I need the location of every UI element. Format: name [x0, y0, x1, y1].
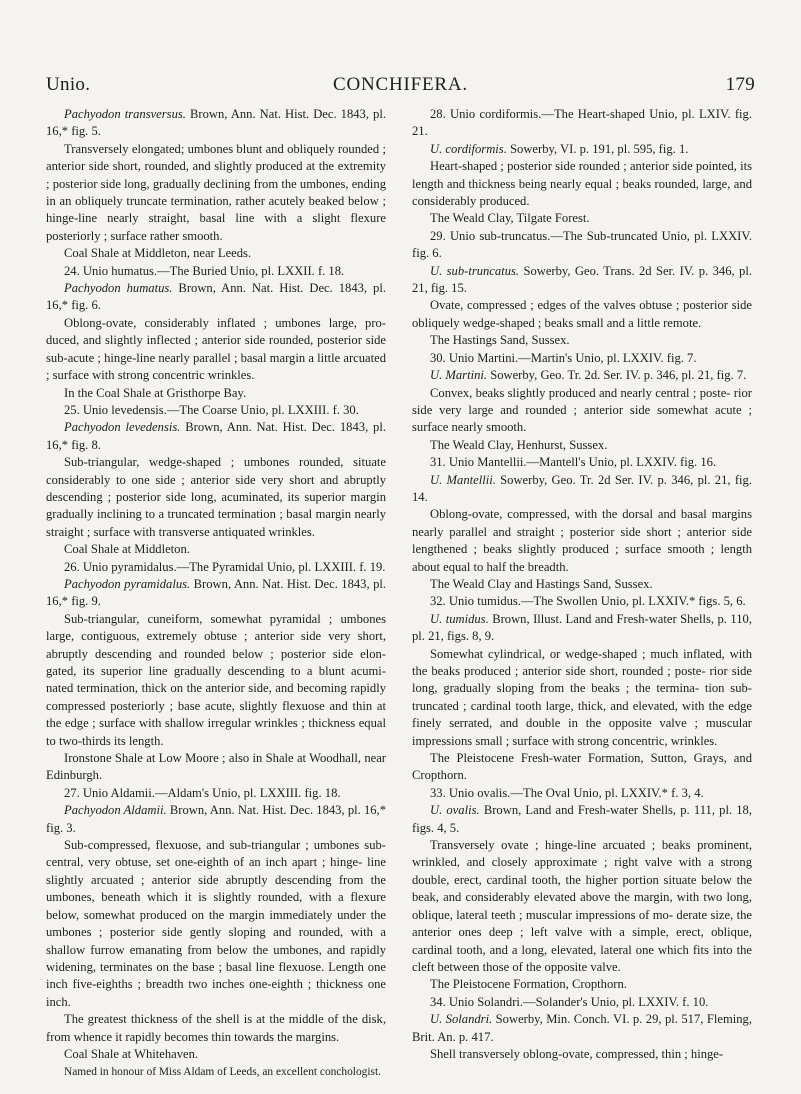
synonym-citation: [46, 280, 386, 315]
paragraph: The Hastings Sand, Sussex.: [430, 333, 570, 348]
paragraph: Coal Shale at Middleton, near Leeds.: [64, 246, 252, 261]
synonym-name: Pachyodon levedensis.: [64, 420, 181, 435]
synonym-citation: [46, 576, 386, 611]
paragraph: Transversely ovate ; hinge-line arcuated ; beaks prominent, wrinkled, and closely approximate ; right valve with a strong double, erect, cardinal tooth, the higher portion situate below the beak, and considerably elevated above the margin, with two long, oblique, lateral teeth ; muscular impressions of mo- derate size, the anterior ones deep ; left valve with a simple, erect, oblique, cardinal tooth, and a long, elevated, lateral one which fits into the cleft between those of the opposite valve.: [412, 838, 752, 974]
paragraph: 24. Unio humatus.—The Buried Unio, pl. LXXII. f. 18.: [64, 263, 345, 278]
paragraph: Coal Shale at Whitehaven.: [64, 1046, 199, 1061]
synonym-name: Pachyodon transversus.: [64, 107, 186, 121]
synonym-name: U. cordiformis.: [430, 141, 507, 156]
paragraph: Transversely elongated; umbones blunt and obliquely rounded ; anterior side short, rounded, and slightly produced at the extremity ; posterior side long, gradually declining from the umbones, ending in an obliquely truncate termination, rather acutely beaked below ; hinge-line nearly straight, basal line with a slight flexure posteriorly ; surface rather smooth.: [46, 141, 386, 243]
paragraph: Convex, beaks slightly produced and nearly central ; poste- rior side very large and rounded ; anterior side somewhat acute ; surface nearly smooth.: [412, 385, 752, 435]
synonym-citation: [46, 419, 386, 454]
synonym-name: Pachyodon humatus.: [64, 281, 173, 296]
right-column: [412, 106, 752, 1063]
synonym-citation: [412, 1011, 752, 1046]
paragraph: Oblong-ovate, considerably inflated ; umbones large, pro- duced, and slightly inflected ; anterior side rounded, posterior side sub-acute ; hinge-line nearly parallel ; basal margin a little arcuated ; surface with strong concentric wrinkles.: [46, 315, 386, 383]
synonym-citation: [412, 263, 752, 298]
synonym-citation: [412, 141, 752, 158]
citation-reference: Brown, Ann. Nat. Hist. Dec. 1843, pl. 16,* fig. 6.: [46, 281, 386, 313]
citation-reference: Brown, Ann. Nat. Hist. Dec. 1843, pl. 16,* fig. 9.: [46, 576, 387, 609]
paragraph: The Weald Clay, Henhurst, Sussex.: [430, 437, 608, 452]
paragraph: 32. Unio tumidus.—The Swollen Unio, pl. LXXIV.* figs. 5, 6.: [430, 594, 746, 609]
paragraph: In the Coal Shale at Gristhorpe Bay.: [64, 385, 247, 400]
paragraph: Ironstone Shale at Low Moore ; also in Shale at Woodhall, near Edinburgh.: [46, 751, 386, 783]
citation-reference: Sowerby, Geo. Tr. 2d. Ser. IV. p. 346, pl. 21, fig. 7.: [490, 368, 747, 383]
paragraph: The Weald Clay and Hastings Sand, Sussex.: [430, 576, 653, 591]
paragraph: 29. Unio sub-truncatus.—The Sub-truncated Unio, pl. LXXIV. fig. 6.: [412, 228, 752, 261]
synonym-name: U. Martini.: [430, 368, 488, 383]
paragraph: Coal Shale at Middleton.: [64, 542, 190, 557]
paragraph: 34. Unio Solandri.—Solander's Unio, pl. LXXIV. f. 10.: [430, 994, 709, 1009]
paragraph: 28. Unio cordiformis.—The Heart-shaped Unio, pl. LXIV. fig. 21.: [412, 107, 752, 139]
synonym-name: U. ovalis.: [430, 803, 480, 818]
citation-reference: Sowerby, Min. Conch. VI. p. 29, pl. 517, Fleming, Brit. An. p. 417.: [412, 1012, 752, 1044]
page-number: 179: [725, 74, 755, 95]
paragraph: Somewhat cylindrical, or wedge-shaped ; much inflated, with the beaks produced ; anterior side short, rounded ; poste- rior side long, gradually sloping from the beaks ; the termina- tion sub-truncated ; cardinal tooth large, thick, and elevated, with the edge finely serrated, and double in the opposite valve ; muscular impressions small ; surface with strong concentric, wrinkles.: [412, 646, 752, 748]
citation-reference: Brown, Ann. Nat. Hist. Dec. 1843, pl. 16,* fig. 8.: [46, 420, 386, 452]
paragraph: The Weald Clay, Tilgate Forest.: [430, 211, 590, 226]
paragraph: Shell transversely oblong-ovate, compressed, thin ; hinge-: [430, 1046, 724, 1061]
paragraph: 31. Unio Mantellii.—Mantell's Unio, pl. LXXIV. fig. 16.: [430, 455, 717, 470]
synonym-citation: [412, 802, 752, 837]
paragraph: 33. Unio ovalis.—The Oval Unio, pl. LXXIV.* f. 3, 4.: [430, 785, 704, 800]
paragraph: Oblong-ovate, compressed, with the dorsal and basal margins nearly parallel and straight ; posterior side short ; anterior side lengthened ; beaks slightly produced ; surface smooth ; length about equal to half the breadth.: [412, 507, 752, 574]
synonym-citation: [412, 611, 752, 646]
header-genus: Unio.: [46, 74, 91, 95]
synonym-name: Pachyodon Aldamii.: [64, 803, 167, 818]
footnote: Named in honour of Miss Aldam of Leeds, an excellent conchologist.: [64, 1066, 381, 1079]
synonym-name: U. sub-truncatus.: [430, 263, 520, 278]
citation-reference: Brown, Ann. Nat. Hist. Dec. 1843, pl. 16,* fig. 5.: [46, 107, 386, 139]
paragraph: 30. Unio Martini.—Martin's Unio, pl. LXXIV. fig. 7.: [430, 350, 697, 365]
paragraph: The Pleistocene Fresh-water Formation, Sutton, Grays, and Cropthorn.: [412, 751, 752, 783]
synonym-name: U. Mantellii.: [430, 472, 496, 487]
citation-reference: Sowerby, VI. p. 191, pl. 595, fig. 1.: [510, 141, 689, 156]
running-header: [46, 74, 755, 104]
paragraph: The greatest thickness of the shell is at the middle of the disk, from whence it rapidly becomes thin towards the margins.: [46, 1012, 386, 1044]
paragraph: 25. Unio levedensis.—The Coarse Unio, pl. LXXIII. f. 30.: [64, 402, 359, 417]
paragraph: 27. Unio Aldamii.—Aldam's Unio, pl. LXXIII. fig. 18.: [64, 785, 341, 800]
paragraph: Sub-triangular, cuneiform, somewhat pyramidal ; umbones large, contiguous, extremely obtuse ; anterior side very short, abruptly descending and rounded below ; posterior side elon- gated, its superior line gradually descending to a blunt acumi- nated termination, thick on the anterior side, and becoming rapidly compressed posteriorly ; base acute, slightly flexuose and thin at the edge ; surface with shallow irregular wrinkles ; thickness equal to two-thirds its length.: [46, 611, 386, 748]
paragraph: Sub-compressed, flexuose, and sub-triangular ; umbones sub- central, very obtuse, set one-eighth of an inch apart ; hinge- line slightly arcuated ; anterior side abruptly descending from the umbones, beneath which it is slightly rounded, with a flexure below, somewhat produced on the margin immediately under the umbones ; posterior side gently sloping and rounded, with a shallow furrow emanating from below the umbones, and rapidly widening, terminates on the base ; basal line flexuose. Length one inch five-eighths ; breadth two inches one-eighth ; thickness one inch.: [46, 838, 386, 1009]
synonym-citation: [412, 472, 752, 507]
synonym-name: U. Solandri.: [430, 1012, 493, 1027]
paragraph: Ovate, compressed ; edges of the valves obtuse ; posterior side obliquely wedge-shaped ; beaks small and a little remote.: [412, 298, 752, 330]
left-column: [46, 106, 386, 1080]
citation-reference: Brown, Ann. Nat. Hist. Dec. 1843, pl. 16,* fig. 3.: [46, 803, 387, 835]
synonym-citation: [46, 802, 386, 837]
paragraph: Sub-triangular, wedge-shaped ; umbones rounded, situate considerably to one side ; anterior side very short and abruptly descending ; posterior side long, acuminated, its superior margin gradually inclining to a truncated termination ; basal margin nearly straight ; surface with transverse antiquated wrinkles.: [46, 455, 386, 539]
synonym-name: Pachyodon pyramidalus.: [64, 576, 191, 591]
synonym-name: U. tumidus.: [430, 611, 489, 626]
citation-reference: Brown, Land and Fresh-water Shells, p. 111, pl. 18, figs. 4, 5.: [412, 803, 753, 835]
synonym-citation: [46, 106, 386, 141]
paragraph: 26. Unio pyramidalus.—The Pyramidal Unio, pl. LXXIII. f. 19.: [64, 559, 386, 574]
citation-reference: Sowerby, Geo. Trans. 2d Ser. IV. p. 346, pl. 21, fig. 15.: [412, 263, 752, 296]
header-section-title: CONCHIFERA.: [333, 74, 468, 95]
paragraph: Heart-shaped ; posterior side rounded ; anterior side pointed, its length and thickness being nearly equal ; beaks rounded, large, and considerably produced.: [412, 159, 752, 209]
citation-reference: Sowerby, Geo. Tr. 2d Ser. IV. p. 346, pl. 21, fig. 14.: [412, 472, 752, 504]
citation-reference: Brown, Illust. Land and Fresh-water Shells, p. 110, pl. 21, figs. 8, 9.: [412, 611, 752, 644]
paragraph: The Pleistocene Formation, Cropthorn.: [430, 977, 627, 992]
synonym-citation: [412, 367, 752, 384]
